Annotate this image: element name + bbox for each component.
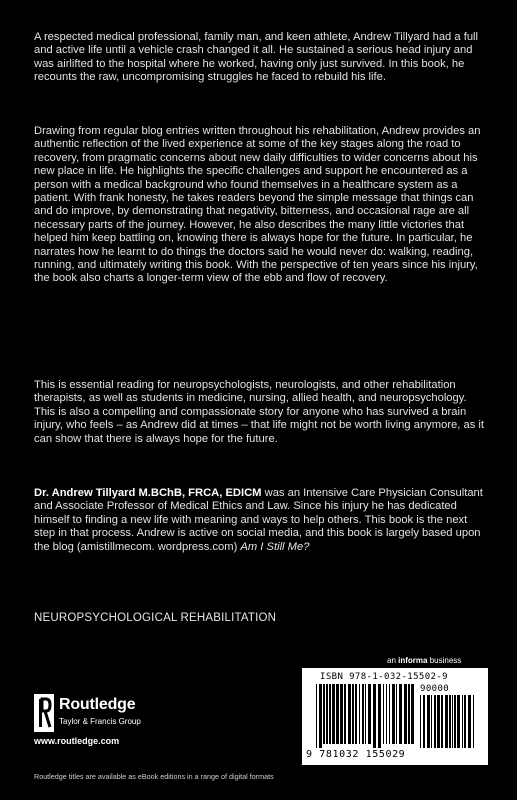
series-label: NEUROPSYCHOLOGICAL REHABILITATION [34,612,277,624]
author-name: Dr. Andrew Tillyard M.BChB, FRCA, EDICM [34,487,262,499]
addon-barcode-bars [420,695,474,748]
barcode-bar [420,695,421,748]
barcode-bar [423,695,425,748]
barcode-bar [411,684,414,744]
barcode-bar [396,684,397,744]
barcode-bar [392,684,395,744]
barcode-bar [319,684,322,748]
author-bio [34,487,488,554]
barcode-bar [434,695,436,748]
barcode-bar [336,684,339,744]
price-code: 90000 [420,684,450,694]
barcode-bar [368,684,371,744]
barcode-bar [464,695,466,748]
routledge-logo [34,694,194,734]
barcode-bar [323,684,325,744]
barcode-bar [389,684,390,744]
barcode-bar [431,695,432,748]
barcode-bar [316,684,317,748]
barcode-bar [329,684,331,744]
barcode-bar [462,695,463,748]
blog-title: Am I Still Me? [240,540,310,553]
author-bio-text: was an Intensive Care Physician Consultant and Associate Professor of Medical Ethics and Law. Since his injury he has dedicated himself to finding a new life with meaning and ways to help others. This book is the next step in that process. Andrew is active on social media, and this book is largely based upon the blog (amistillmecom. wordpress.com) [34,487,483,553]
barcode-bar [445,695,448,748]
barcode-bar [437,695,440,748]
isbn-barcode [302,668,488,765]
barcode-bar [386,684,387,744]
barcode-bar [378,684,381,748]
barcode-bar [344,684,346,744]
barcode-bar [399,684,402,744]
barcode-bar [383,684,384,744]
barcode-bar [359,684,360,744]
barcode-bar [468,695,471,748]
blurb-paragraph-2: Drawing from regular blog entries written throughout his rehabilitation, Andrew provides an authentic reflection of the lived experience at some of the key stages along the road to recovery, from pragmatic concerns about new daily difficulties to wider concerns about his new place in life. He highlights the specific challenges and support he encountered as a person with a medical background who found themselves in a healthcare system as a patient. With frank honesty, he takes readers beyond the simple message that things can and do improve, by demonstrating that negativity, bitterness, and occasional rage are all necessary parts of the journey. However, he also describes the many little victories that helped him keep battling on, knowing there is always hope for the future. In particular, he narrates how he learnt to do things the doctors said he would never do: walking, reading, running, and ultimately writing this book. With the perspective of ten years since his injury, the book also charts a longer-term view of the ebb and flow of recovery. [34,125,481,285]
informa-brand: informa [398,656,428,665]
blurb-paragraph-1: A respected medical professional, family man, and keen athlete, Andrew Tillyard had a full and active life until a vehicle crash changed it all. He sustained a serious head injury and was airlifted to the hospital where he worked, having only just survived. In this book, he recounts the raw, uncompromising struggles he faced to rebuild his life. [34,31,479,84]
taylor-francis-group: Taylor & Francis Group [59,717,141,726]
barcode-bar [457,695,460,748]
barcode-bar [340,684,343,744]
barcode-bar [326,684,328,744]
informa-prefix: an [387,656,399,665]
routledge-name: Routledge [59,696,136,713]
barcode-bar [373,684,376,748]
barcode-bar [362,684,364,744]
barcode-bar [452,695,453,748]
barcode-bar [332,684,335,744]
ean-barcode-bars [316,684,416,748]
routledge-r-icon [34,694,54,732]
barcode-bar [355,684,357,744]
blurb-paragraph-3: This is essential reading for neuropsychologists, neurologists, and other rehabilitation therapists, as well as students in medicine, nursing, allied health, and neuropsychology. This is also a compelling and compassionate story for anyone who has survived a brain injury, who feels – as Andrew did at times – that life might not be worth living anymore, as it can show that there is always hope for the future. [34,379,484,445]
barcode-bar [408,684,410,744]
barcode-bar [352,684,354,744]
barcode-bar [427,695,430,748]
barcode-bar [404,684,407,744]
barcode-bar [348,684,351,744]
barcode-bar [365,684,366,744]
informa-business-label [387,656,461,665]
barcode-bar [473,695,474,748]
barcode-bar [449,695,451,748]
barcode-digits: 9 781032 155029 [306,749,406,760]
isbn-number: ISBN 978-1-032-15502-9 [320,672,449,682]
barcode-bar [441,695,443,748]
informa-suffix: business [427,656,462,665]
ebook-footnote: Routledge titles are available as eBook editions in a range of digital formats [34,772,274,781]
publisher-website: www.routledge.com [34,736,120,746]
barcode-bar [454,695,456,748]
